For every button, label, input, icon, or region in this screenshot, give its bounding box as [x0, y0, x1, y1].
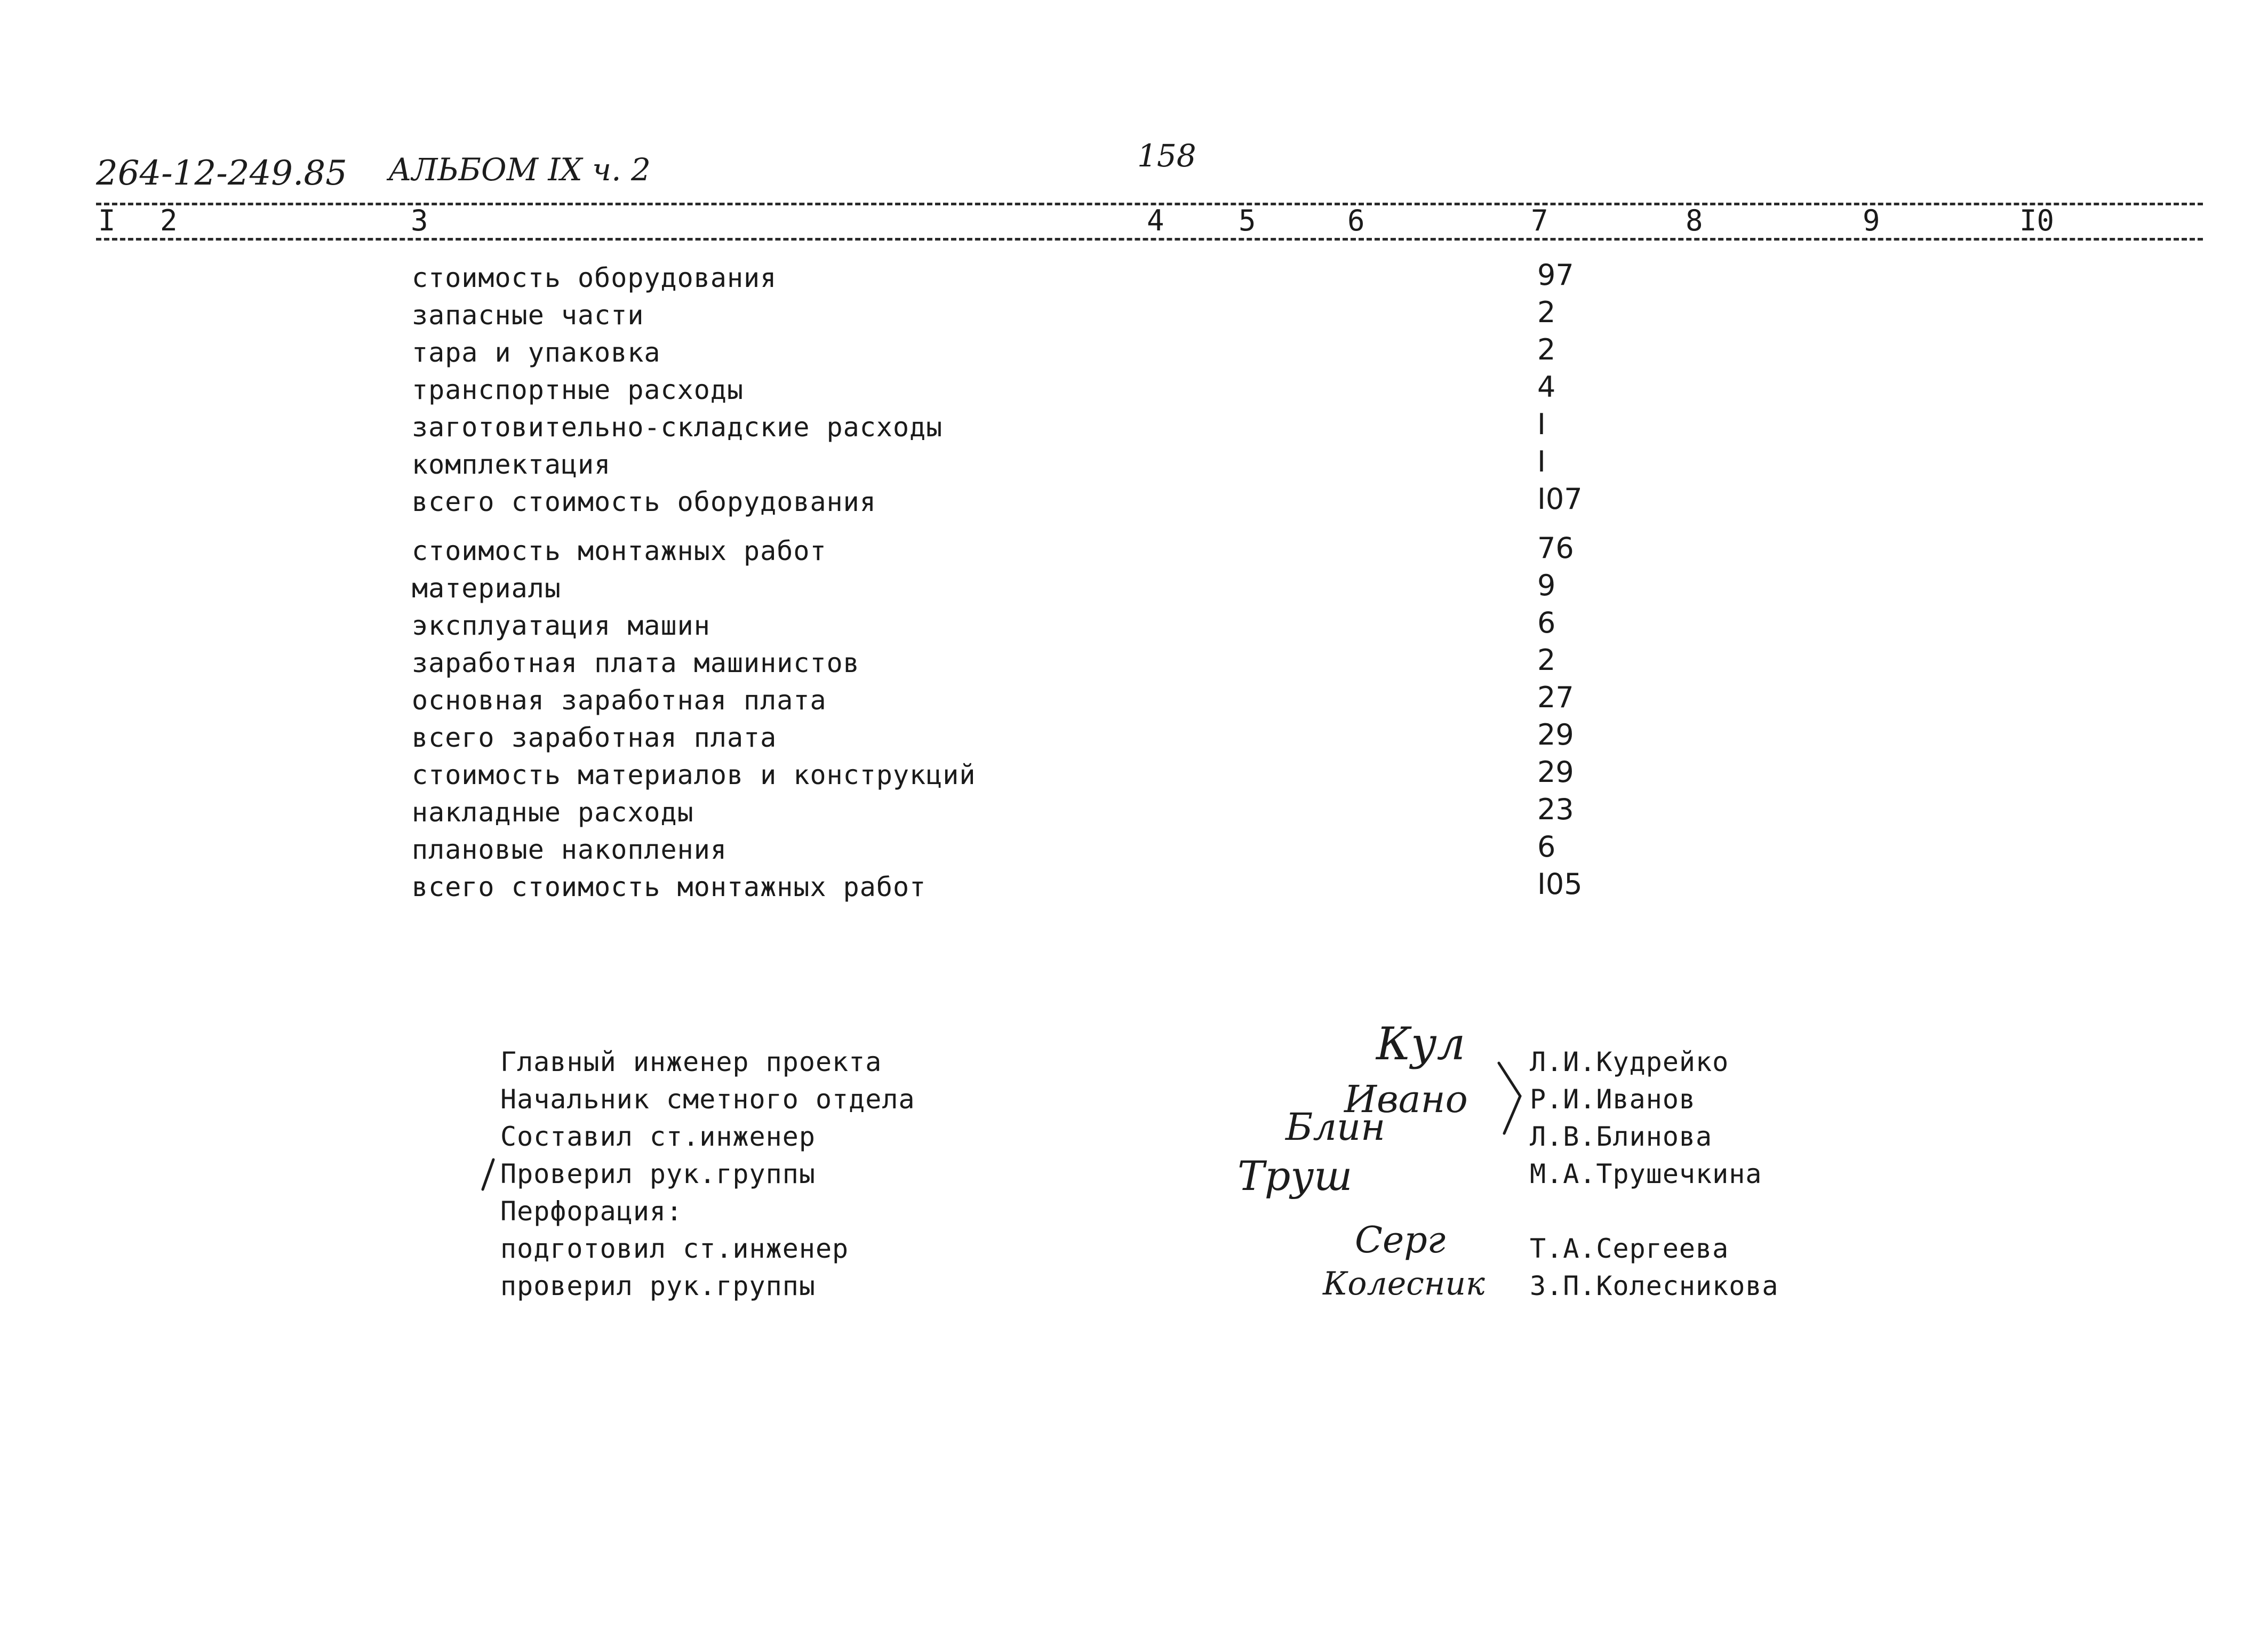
- signer-name: Т.А.Сергеева: [1530, 1233, 1729, 1264]
- table-row: [412, 681, 1692, 722]
- row-label: всего заработная плата: [412, 722, 777, 753]
- row-label: запасные части: [412, 300, 644, 331]
- row-label: плановые накопления: [412, 834, 727, 865]
- signer-name: М.А.Трушечкина: [1530, 1158, 1762, 1189]
- row-label: всего стоимость оборудования: [412, 486, 876, 517]
- column-number-3: 3: [411, 204, 428, 237]
- row-value: 29: [1537, 755, 1574, 789]
- row-label: стоимость материалов и конструкций: [412, 760, 976, 790]
- column-number-4: 4: [1147, 204, 1164, 237]
- signer-name: З.П.Колесникова: [1530, 1271, 1779, 1301]
- signature-bracket: [1494, 1059, 1526, 1139]
- row-value: 23: [1537, 793, 1574, 826]
- column-number-9: 9: [1863, 204, 1880, 237]
- signer-name: Р.И.Иванов: [1530, 1084, 1696, 1115]
- table-row: [412, 755, 1692, 797]
- row-value: 6: [1537, 606, 1556, 640]
- row-value: 6: [1537, 830, 1556, 864]
- column-number-6: 6: [1347, 204, 1365, 237]
- row-value: 9: [1537, 569, 1556, 602]
- signer-position: Составил ст.инженер: [500, 1121, 816, 1152]
- row-label: заготовительно-складские расходы: [412, 412, 943, 443]
- table-row: [412, 445, 1692, 486]
- signer-position: Перфорация:: [500, 1196, 683, 1227]
- header-rule-bottom: [96, 238, 2203, 241]
- column-number-2: 2: [160, 204, 178, 237]
- row-label: основная заработная плата: [412, 685, 827, 716]
- signer-name: Л.В.Блинова: [1530, 1121, 1713, 1152]
- row-value: 2: [1537, 295, 1556, 329]
- table-row: [412, 333, 1692, 374]
- table-row: [412, 569, 1692, 610]
- row-value: I07: [1537, 482, 1583, 516]
- table-row: [412, 531, 1692, 573]
- signature-ivanov: Ивано: [1344, 1077, 1468, 1121]
- row-label: транспортные расходы: [412, 374, 744, 405]
- row-label: стоимость монтажных работ: [412, 536, 827, 566]
- row-label: материалы: [412, 573, 561, 604]
- table-row: [412, 482, 1692, 524]
- column-number-10: I0: [2019, 204, 2055, 237]
- signature-trushechkina: Труш: [1237, 1152, 1353, 1200]
- column-number-1: I: [98, 204, 116, 237]
- table-row: [412, 867, 1692, 909]
- signer-position: Главный инженер проекта: [500, 1046, 882, 1077]
- row-value: I05: [1537, 867, 1583, 901]
- signature-row: [500, 1233, 1780, 1271]
- signature-blinova: Блин: [1285, 1105, 1386, 1149]
- row-label: стоимость оборудования: [412, 262, 777, 293]
- column-number-7: 7: [1531, 204, 1548, 237]
- check-tick-mark: [477, 1156, 499, 1194]
- signature-row: [500, 1084, 1780, 1121]
- signature-row: [500, 1271, 1780, 1308]
- document-code: 264-12-249.85: [96, 154, 347, 193]
- row-label: заработная плата машинистов: [412, 648, 860, 678]
- signature-kudreyko: Кул: [1376, 1018, 1466, 1070]
- signer-position: подготовил ст.инженер: [500, 1233, 849, 1264]
- signer-position: Начальник сметного отдела: [500, 1084, 915, 1115]
- table-row: [412, 606, 1692, 648]
- row-label: накладные расходы: [412, 797, 694, 828]
- row-label: эксплуатация машин: [412, 610, 710, 641]
- column-number-8: 8: [1686, 204, 1703, 237]
- row-value: 2: [1537, 643, 1556, 677]
- table-row: [412, 718, 1692, 760]
- row-value: 29: [1537, 718, 1574, 752]
- table-row: [412, 258, 1692, 300]
- page-number: 158: [1137, 138, 1196, 174]
- signature-row: [500, 1121, 1780, 1158]
- signature-sergeeva: Серг: [1355, 1219, 1446, 1261]
- signer-position: проверил рук.группы: [500, 1271, 816, 1301]
- album-label: АЛЬБОМ IX ч. 2: [388, 151, 651, 188]
- row-value: 97: [1537, 258, 1574, 292]
- row-label: тара и упаковка: [412, 337, 661, 368]
- signature-row: [500, 1158, 1780, 1196]
- table-row: [412, 295, 1692, 337]
- row-value: 4: [1537, 370, 1556, 404]
- row-value: 76: [1537, 531, 1574, 565]
- signature-kolesnikova: Колесник: [1323, 1265, 1485, 1303]
- row-value: I: [1537, 407, 1546, 441]
- signer-name: Л.И.Кудрейко: [1530, 1046, 1729, 1077]
- column-number-5: 5: [1239, 204, 1256, 237]
- table-row: [412, 643, 1692, 685]
- table-row: [412, 830, 1692, 872]
- signature-row: [500, 1046, 1780, 1084]
- row-value: 2: [1537, 333, 1556, 366]
- row-label: всего стоимость монтажных работ: [412, 872, 927, 902]
- table-row: [412, 370, 1692, 412]
- signer-position: Проверил рук.группы: [500, 1158, 816, 1189]
- row-label: комплектация: [412, 449, 611, 480]
- table-row: [412, 407, 1692, 449]
- row-value: 27: [1537, 681, 1574, 714]
- row-value: I: [1537, 445, 1546, 478]
- signature-row: [500, 1196, 1780, 1233]
- table-row: [412, 793, 1692, 834]
